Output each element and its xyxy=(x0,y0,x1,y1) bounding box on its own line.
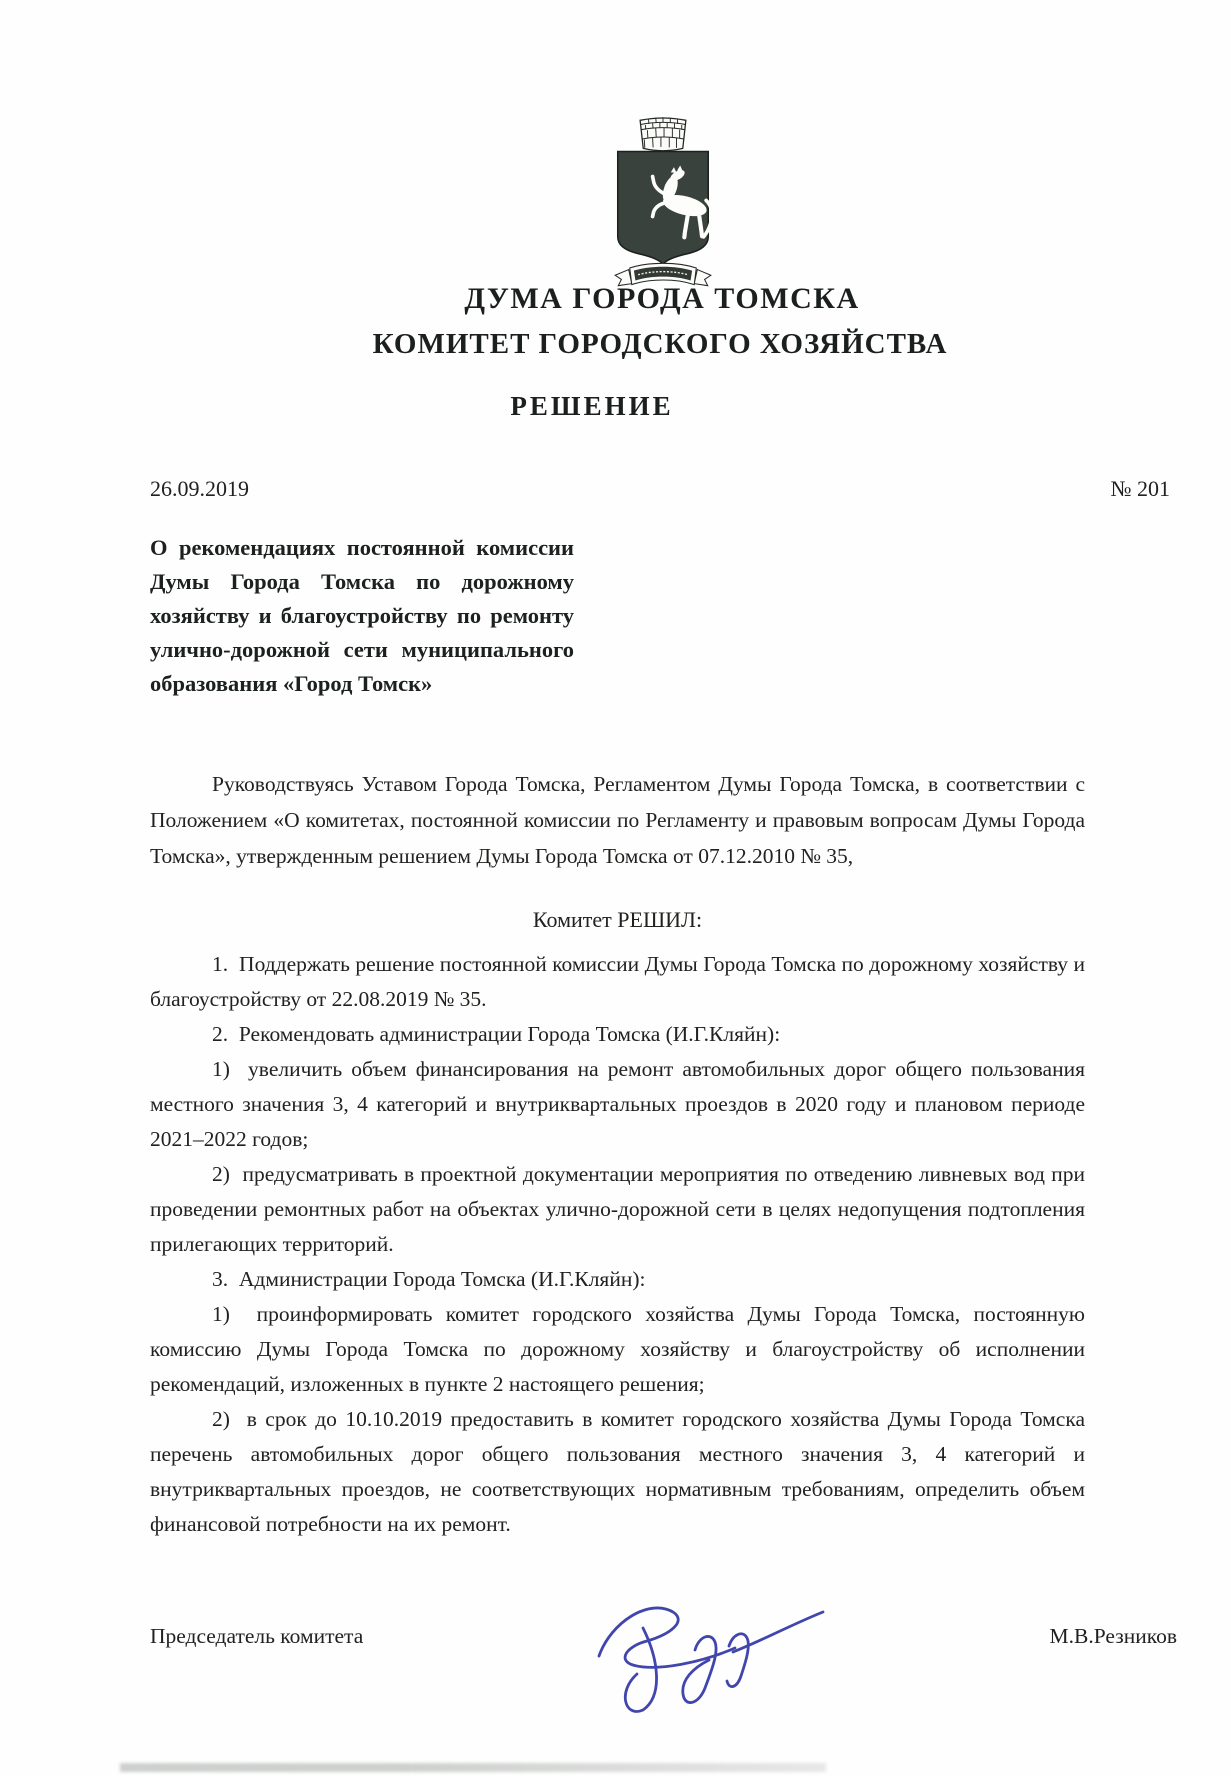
organization-name: ДУМА ГОРОДА ТОМСКА xyxy=(464,282,860,315)
paragraph-item-2-2: 2) предусматривать в проектной документации мероприятия по отведению ливневых вод при проведении ремонтных работ на объектах улично-дорожной сети в целях недопущения подтопления прилегающих территорий. xyxy=(150,1162,1085,1256)
preamble-paragraph: Руководствуясь Уставом Города Томска, Регламентом Думы Города Томска, в соответствии с Положением «О комитетах, постоянной комиссии по Регламенту и правовым вопросам Думы Города Томска», утвержденным решением Думы Города Томска от 07.12.2010 № 35, xyxy=(150,772,1085,868)
decision-items xyxy=(150,947,1085,1542)
paragraph-item-3-2: 2) в срок до 10.10.2019 предоставить в комитет городского хозяйства Думы Города Томска перечень автомобильных дорог общего пользования местного значения 3, 4 категорий и внутриквартальных проездов, не соответствующих нормативным требованиям, определить объем финансовой потребности на их ремонт. xyxy=(150,1407,1085,1536)
paragraph-item-2-1: 1) увеличить объем финансирования на ремонт автомобильных дорог общего пользования местного значения 3, 4 категорий и внутриквартальных проездов в 2020 году и плановом периоде 2021–2022 годов; xyxy=(150,1057,1085,1151)
handwritten-signature xyxy=(583,1578,833,1728)
meta-row xyxy=(150,476,1170,502)
scan-artifact-band xyxy=(120,1763,826,1772)
paragraph-item-3: 3. Администрации Города Томска (И.Г.Кляйн): xyxy=(212,1267,646,1291)
document-date: 26.09.2019 xyxy=(150,476,249,501)
paragraph-item-1: 1. Поддержать решение постоянной комиссии Думы Города Томска по дорожному хозяйству и благоустройству от 22.08.2019 № 35. xyxy=(150,952,1085,1011)
document-type-heading: РЕШЕНИЕ xyxy=(510,391,674,421)
paragraph-item-2: 2. Рекомендовать администрации Города Томска (И.Г.Кляйн): xyxy=(212,1022,781,1046)
document-number: № 201 xyxy=(1110,476,1170,501)
signer-role: Председатель комитета xyxy=(150,1624,364,1648)
document-title: О рекомендациях постоянной комиссии Думы Города Томска по дорожному хозяйству и благоустройству по ремонту улично-дорожной сети муниципального образования «Город Томск» xyxy=(150,535,574,696)
tomsk-coat-of-arms xyxy=(611,112,715,299)
mural-crown-icon xyxy=(640,117,686,151)
paragraph-item-3-1: 1) проинформировать комитет городского хозяйства Думы Города Томска, постоянную комиссию Думы Города Томска по дорожному хозяйству и благоустройству об исполнении рекомендаций, изложенных в пункте 2 настоящего решения; xyxy=(150,1302,1085,1396)
committee-name: КОМИТЕТ ГОРОДСКОГО ХОЗЯЙСТВА xyxy=(372,328,948,360)
signer-name: М.В.Резников xyxy=(1049,1624,1177,1648)
resolved-heading: Комитет РЕШИЛ: xyxy=(532,907,703,932)
